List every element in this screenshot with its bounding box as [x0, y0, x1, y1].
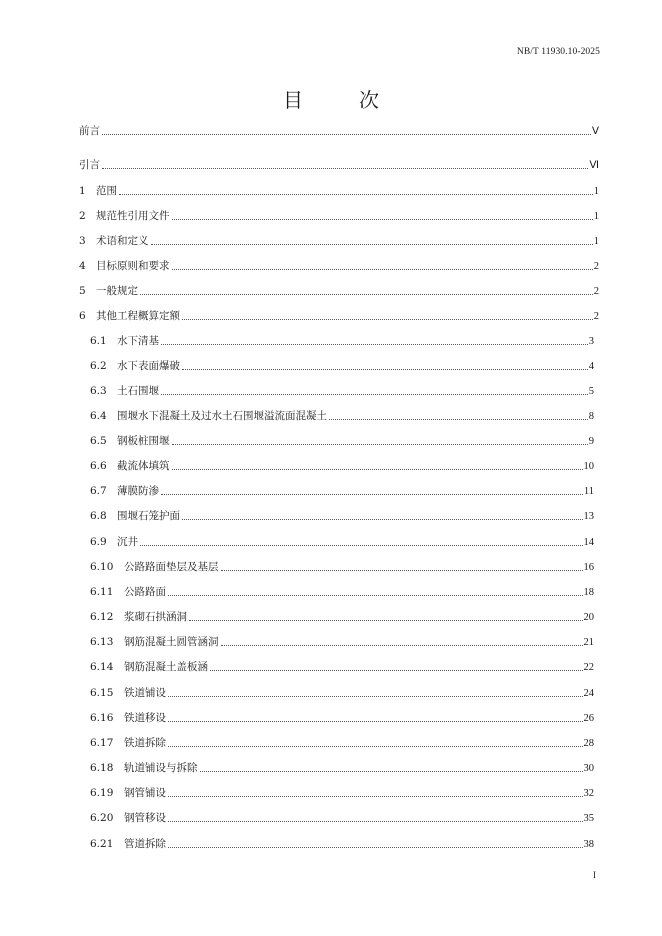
toc-entry[interactable] — [90, 459, 594, 473]
toc-dot-leader — [189, 620, 583, 621]
toc-dot-leader — [182, 519, 583, 520]
toc-entry-page: 32 — [583, 788, 594, 799]
toc-dot-leader — [210, 670, 583, 671]
toc-entry-page: 1 — [593, 186, 599, 197]
toc-dot-leader — [140, 294, 593, 295]
toc-dot-leader — [151, 244, 593, 245]
toc-entry-page: 16 — [583, 562, 594, 573]
toc-entry[interactable] — [90, 384, 594, 398]
toc-entry[interactable] — [90, 434, 594, 448]
toc-entry[interactable] — [90, 786, 594, 800]
toc-entry-number: 6.8 — [90, 510, 107, 522]
toc-entry[interactable] — [90, 484, 594, 498]
toc-entry-page: 21 — [583, 637, 594, 648]
toc-dot-leader — [182, 319, 593, 320]
toc-entry-label: 铁道铺设 — [124, 687, 166, 699]
toc-entry-label: 公路路面垫层及基层 — [124, 561, 219, 573]
toc-entry-page: 20 — [583, 612, 594, 623]
toc-entry-label: 截流体填筑 — [117, 460, 170, 472]
toc-dot-leader — [168, 847, 583, 848]
toc-entry-number: 6.5 — [90, 435, 107, 447]
toc-entry[interactable] — [90, 359, 594, 373]
toc-entry-page: 2 — [593, 311, 599, 322]
toc-entry[interactable] — [90, 585, 594, 599]
toc-entry-number: 6.2 — [90, 360, 107, 372]
toc-entry-number: 6.12 — [90, 611, 114, 623]
toc-entry[interactable] — [90, 635, 594, 649]
toc-entry-label: 引言 — [79, 159, 100, 171]
toc-dot-leader — [172, 444, 588, 445]
toc-entry-label: 水下表面爆破 — [117, 360, 180, 372]
toc-entry-label: 水下清基 — [117, 335, 159, 347]
doc-code: NB/T 11930.10-2025 — [516, 47, 600, 57]
toc-entry-label: 土石围堰 — [117, 385, 159, 397]
toc-entry-page: 9 — [588, 436, 594, 447]
toc-entry-label: 薄膜防渗 — [117, 485, 159, 497]
toc-dot-leader — [161, 344, 588, 345]
toc-entry-number: 6.17 — [90, 737, 114, 749]
toc-dot-leader — [161, 494, 583, 495]
toc-entry-label: 其他工程概算定额 — [96, 310, 180, 322]
toc-entry-number: 6.10 — [90, 561, 114, 573]
toc-entry-label: 规范性引用文件 — [96, 210, 170, 222]
toc-entry-label: 管道拆除 — [124, 838, 166, 850]
toc-entry-label: 钢管铺设 — [124, 787, 166, 799]
toc-entry-number: 1 — [79, 185, 86, 197]
toc-entry-number: 6.16 — [90, 712, 114, 724]
toc-entry-number: 3 — [79, 235, 86, 247]
page-number: I — [593, 870, 596, 880]
toc-entry-page: 5 — [588, 386, 594, 397]
toc-entry[interactable] — [79, 184, 599, 198]
toc-dot-leader — [168, 721, 583, 722]
toc-entry[interactable] — [79, 209, 599, 223]
toc-entry-page: 38 — [583, 839, 594, 850]
toc-entry-number: 6.7 — [90, 485, 107, 497]
toc-entry[interactable] — [90, 660, 594, 674]
toc-entry[interactable] — [90, 686, 594, 700]
toc-entry-number: 6.1 — [90, 335, 107, 347]
toc-entry-page: Ⅵ — [589, 160, 599, 171]
toc-entry[interactable] — [90, 334, 594, 348]
toc-entry[interactable] — [90, 610, 594, 624]
toc-entry-label: 公路路面 — [124, 586, 166, 598]
toc-entry-page: 18 — [583, 587, 594, 598]
toc-entry-page: 26 — [583, 713, 594, 724]
toc-entry[interactable] — [79, 309, 599, 323]
toc-entry[interactable] — [79, 234, 599, 248]
toc-dot-leader — [200, 771, 583, 772]
toc-entry-page: 2 — [593, 286, 599, 297]
toc-dot-leader — [140, 545, 583, 546]
toc-entry[interactable] — [79, 158, 599, 172]
toc-entry-number: 6.9 — [90, 536, 107, 548]
toc-dot-leader — [168, 595, 583, 596]
toc-entry-page: 28 — [583, 738, 594, 749]
toc-dot-leader — [182, 369, 588, 370]
toc-entry-page: 10 — [583, 461, 594, 472]
toc-dot-leader — [221, 570, 583, 571]
toc-entry-label: 范围 — [96, 185, 117, 197]
toc-entry-label: 沉井 — [117, 536, 138, 548]
toc-entry-number: 6.13 — [90, 636, 114, 648]
toc-dot-leader — [168, 696, 583, 697]
toc-entry-page: 3 — [588, 336, 594, 347]
toc-entry[interactable] — [90, 535, 594, 549]
toc-entry-number: 6.20 — [90, 812, 114, 824]
toc-entry-page: 13 — [583, 511, 594, 522]
toc-entry-label: 钢筋混凝土盖板涵 — [124, 661, 208, 673]
toc-entry-number: 6.4 — [90, 410, 107, 422]
toc-entry-number: 6.11 — [90, 586, 114, 598]
toc-entry-label: 铁道拆除 — [124, 737, 166, 749]
toc-entry[interactable] — [79, 259, 599, 273]
toc-entry-label: 钢筋混凝土圆管涵洞 — [124, 636, 219, 648]
toc-entry[interactable] — [90, 560, 594, 574]
toc-dot-leader — [102, 134, 591, 135]
toc-entry-page: 22 — [583, 662, 594, 673]
toc-entry[interactable] — [90, 811, 594, 825]
toc-entry[interactable] — [90, 761, 594, 775]
page-title: 目 次 — [283, 88, 397, 112]
toc-entry-page: 35 — [583, 813, 594, 824]
toc-dot-leader — [172, 469, 583, 470]
toc-entry-number: 6.19 — [90, 787, 114, 799]
toc-entry-label: 前言 — [79, 125, 100, 137]
toc-entry-label: 目标原则和要求 — [96, 260, 170, 272]
toc-entry-page: 1 — [593, 211, 599, 222]
toc-entry-number: 6.15 — [90, 687, 114, 699]
toc-entry-page: 30 — [583, 763, 594, 774]
toc-dot-leader — [172, 219, 593, 220]
toc-entry-number: 4 — [79, 260, 86, 272]
toc-entry-number: 6.18 — [90, 762, 114, 774]
toc-dot-leader — [172, 269, 593, 270]
toc-entry-page: 24 — [583, 688, 594, 699]
toc-dot-leader — [168, 796, 583, 797]
toc-dot-leader — [168, 746, 583, 747]
toc-entry-label: 围堰石笼护面 — [117, 510, 180, 522]
toc-dot-leader — [221, 645, 583, 646]
toc-entry-label: 钢板桩围堰 — [117, 435, 170, 447]
toc-dot-leader — [168, 821, 583, 822]
toc-entry-label: 围堰水下混凝土及过水土石围堰溢流面混凝土 — [117, 410, 327, 422]
toc-entry-page: 8 — [588, 411, 594, 422]
toc-dot-leader — [102, 168, 588, 169]
toc-entry-page: 11 — [583, 486, 594, 497]
toc-entry-page: 4 — [588, 361, 594, 372]
toc-dot-leader — [329, 419, 588, 420]
toc-entry[interactable] — [90, 509, 594, 523]
toc-entry[interactable] — [90, 711, 594, 725]
toc-entry-label: 术语和定义 — [96, 235, 149, 247]
toc-entry-label: 钢管移设 — [124, 812, 166, 824]
toc-entry-number: 2 — [79, 210, 86, 222]
toc-dot-leader — [119, 194, 593, 195]
toc-entry-number: 6.21 — [90, 838, 114, 850]
toc-entry-label: 一般规定 — [96, 285, 138, 297]
toc-entry-number: 6 — [79, 310, 86, 322]
toc-entry[interactable] — [79, 124, 599, 138]
toc-entry-label: 轨道铺设与拆除 — [124, 762, 198, 774]
toc-entry-number: 6.6 — [90, 460, 107, 472]
toc-entry[interactable] — [90, 409, 594, 423]
toc-entry[interactable] — [90, 736, 594, 750]
toc-entry-page: Ⅴ — [591, 126, 599, 137]
toc-entry-number: 6.14 — [90, 661, 114, 673]
toc-entry-number: 6.3 — [90, 385, 107, 397]
toc-entry-number: 5 — [79, 285, 86, 297]
toc-entry-page: 1 — [593, 236, 599, 247]
toc-entry-page: 2 — [593, 261, 599, 272]
toc-dot-leader — [161, 394, 588, 395]
toc-entry-label: 铁道移设 — [124, 712, 166, 724]
toc-entry-page: 14 — [583, 537, 594, 548]
toc-entry-label: 浆砌石拱涵洞 — [124, 611, 187, 623]
toc-entry[interactable] — [79, 284, 599, 298]
toc-entry[interactable] — [90, 837, 594, 851]
